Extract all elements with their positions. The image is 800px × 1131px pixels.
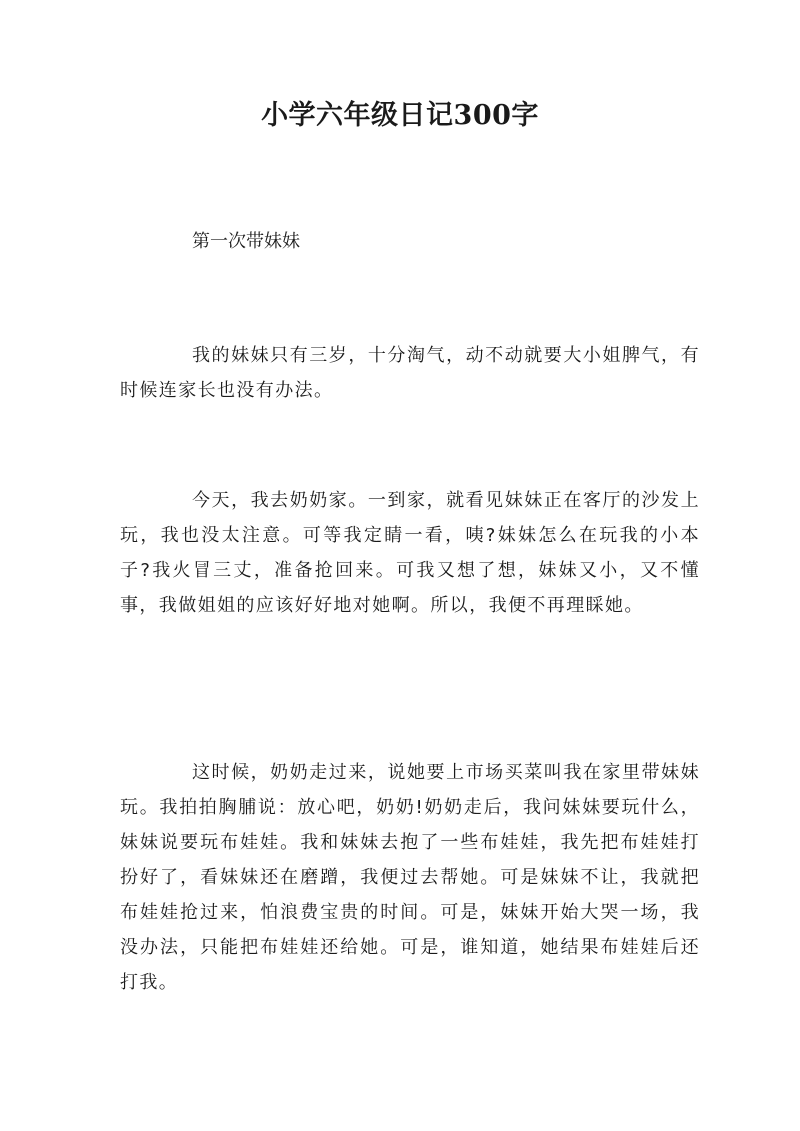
paragraph: 今天，我去奶奶家。一到家，就看见妹妹正在客厅的沙发上玩，我也没太注意。可等我定睛一看，咦?妹妹怎么在玩我的小本子?我火冒三丈，准备抢回来。可我又想了想，妹妹又小，又不懂事，我做姐姐的应该好好地对她啊。所以，我便不再理睬她。 [120,490,700,616]
paragraph: 我的妹妹只有三岁，十分淘气，动不动就要大小姐脾气，有时候连家长也没有办法。 [120,345,700,401]
paragraph: 这时候，奶奶走过来，说她要上市场买菜叫我在家里带妹妹玩。我拍拍胸脯说：放心吧，奶奶!奶奶走后，我问妹妹要玩什么，妹妹说要玩布娃娃。我和妹妹去抱了一些布娃娃，我先把布娃娃打扮好了，看妹妹还在磨蹭，我便过去帮她。可是妹妹不让，我就把布娃娃抢过来，怕浪费宝贵的时间。可是，妹妹开始大哭一场，我没办法，只能把布娃娃还给她。可是，谁知道，她结果布娃娃后还打我。 [120,762,700,993]
document-title: 小学六年级日记300字 [261,100,539,131]
document-subtitle: 第一次带妹妹 [192,231,300,252]
